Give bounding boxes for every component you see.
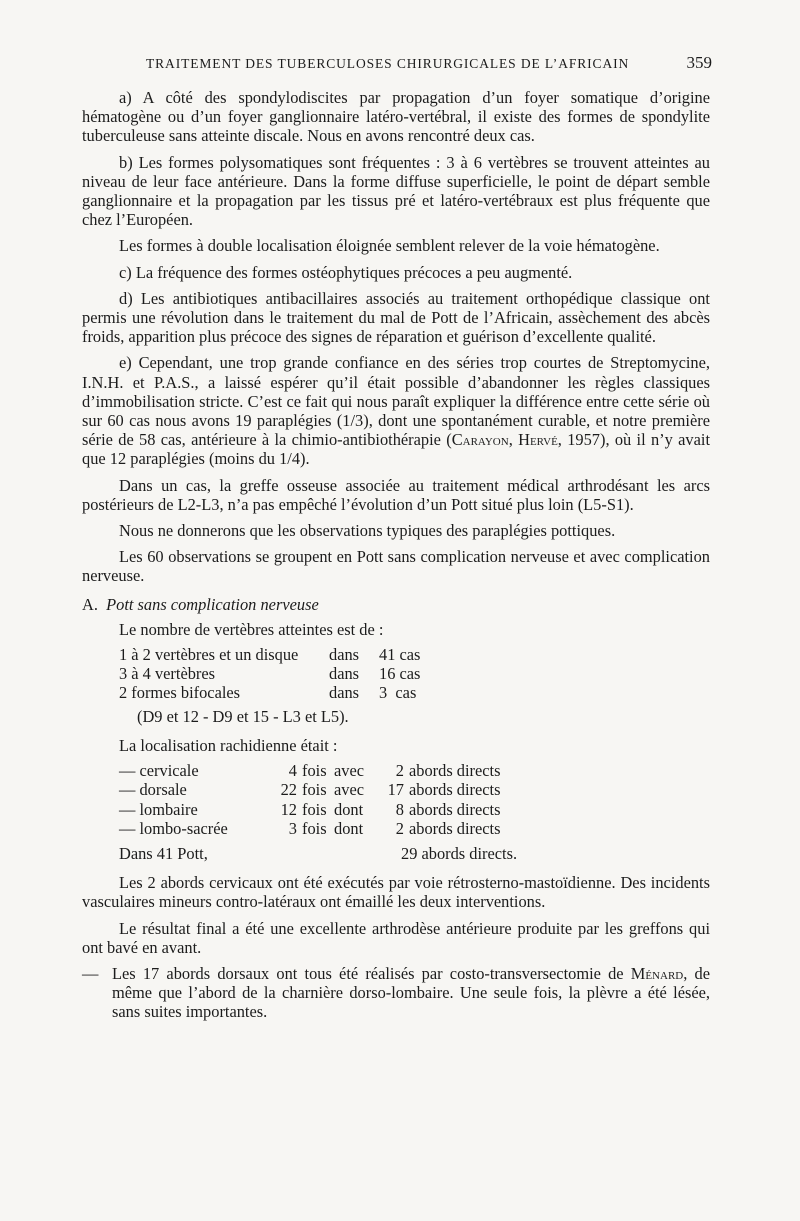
- count-unit: cas: [395, 683, 417, 703]
- paragraph-b2: Les formes à double localisation éloignée semblent relever de la voie hématogène.: [119, 236, 660, 256]
- result-paragraph: Le résultat final a été une excellente arthrodèse antérieure produite par les greffons qui ont bavé en avant.: [82, 918, 710, 957]
- loc-count: 4: [288, 761, 297, 781]
- loc-count: 22: [280, 780, 297, 800]
- loc-count: 3: [288, 818, 297, 838]
- section-a-heading: [82, 595, 710, 614]
- count-unit: cas: [399, 664, 421, 684]
- vertebrae-intro: Le nombre de vertèbres atteintes est de :: [119, 619, 384, 639]
- loc-region: — lombo-sacrée: [119, 818, 228, 838]
- table-row: [119, 645, 439, 664]
- count-value: 16: [379, 664, 396, 684]
- count-value: 41: [379, 645, 396, 665]
- dorsal-text-1: Les 17 abords dorsaux ont tous été réalisés par costo-transversectomie de: [112, 963, 631, 983]
- table-row: [119, 780, 501, 799]
- paragraph-a: a) A côté des spondylodiscites par propagation d’un foyer somatique d’origine hématogène ou d’un foyer ganglionnaire latéro-vertébral, il existe des formes de spondylite tuberculeuse sans atteinte discale. Nous en avons rencontré deux cas.: [82, 88, 710, 146]
- paragraph-e: [82, 353, 710, 468]
- paragraph-c: c) La fréquence des formes ostéophytiques précoces a peu augmenté.: [119, 262, 573, 282]
- paragraph-h: Les 60 observations se groupent en Pott sans complication nerveuse et avec complication nerveuse.: [82, 547, 710, 586]
- loc-region: — cervicale: [119, 761, 199, 781]
- localisation-intro: La localisation rachidienne était :: [119, 735, 338, 755]
- table-row: [119, 683, 439, 702]
- table-row: [119, 761, 501, 780]
- loc-direct-count: 2: [395, 761, 404, 781]
- page-header: [146, 53, 712, 73]
- bifocal-note: (D9 et 12 - D9 et 15 - L3 et L5).: [137, 706, 349, 726]
- loc-direct-count: 17: [387, 780, 404, 800]
- count-unit: cas: [399, 645, 421, 665]
- total-left: Dans 41 Pott,: [119, 843, 208, 863]
- section-a-letter: A.: [82, 594, 98, 614]
- page-body: [82, 88, 710, 1029]
- count-dans: dans: [329, 664, 360, 684]
- section-a-title: Pott sans complication nerveuse: [106, 594, 319, 614]
- paragraph-f: Dans un cas, la greffe osseuse associée au traitement médical arthrodésant les arcs postérieurs de L2-L3, n’a pas empêché l’évolution d’un Pott situé plus loin (L5-S1).: [82, 475, 710, 514]
- author-separator: ,: [508, 430, 519, 450]
- loc-region: — lombaire: [119, 799, 198, 819]
- running-title: TRAITEMENT DES TUBERCULOSES CHIRURGICALES DE L’AFRICAIN: [146, 56, 630, 71]
- author-carayon: Carayon: [451, 430, 509, 450]
- paragraph-e-part2: , 1957), où il n’y avait que 12 paraplégies (moins du 1/4).: [82, 430, 710, 469]
- loc-label: abords directs: [409, 818, 501, 838]
- loc-label: abords directs: [409, 761, 501, 781]
- dorsal-paragraph: [82, 964, 710, 1022]
- localisation-total: [119, 844, 710, 863]
- author-menard: Ménard: [630, 963, 684, 983]
- loc-fois: fois: [302, 818, 327, 838]
- count-value: 3: [379, 683, 388, 703]
- count-label: 1 à 2 vertèbres et un disque: [119, 645, 299, 665]
- loc-direct-count: 8: [395, 799, 404, 819]
- count-dans: dans: [329, 683, 360, 703]
- localisation-table: [119, 761, 501, 838]
- loc-relation: dont: [334, 799, 364, 819]
- loc-label: abords directs: [409, 799, 501, 819]
- count-label: 2 formes bifocales: [119, 683, 241, 703]
- loc-relation: avec: [334, 780, 365, 800]
- loc-label: abords directs: [409, 780, 501, 800]
- loc-count: 12: [280, 799, 297, 819]
- paragraph-b: b) Les formes polysomatiques sont fréquentes : 3 à 6 vertèbres se trouvent atteintes au niveau de leur face antérieure. Dans la forme diffuse superficielle, le point de départ semble ganglionnaire et la propagation par les tissus pré et latéro-vertébraux est plus fréquente que chez l’Européen.: [82, 152, 710, 230]
- count-dans: dans: [329, 645, 360, 665]
- total-right: 29 abords directs.: [401, 843, 518, 863]
- count-label: 3 à 4 vertèbres: [119, 664, 216, 684]
- author-herve: Hervé: [518, 430, 558, 450]
- paragraph-e-part1: e) Cependant, une trop grande confiance en des séries trop courtes de Streptomycine, I.N.H. et P.A.S., a laissé espérer qu’il était possible d’abandonner les règles classiques d’immobilisation stricte. C’est ce fait qui nous paraît expliquer la différence entre cette série où sur 60 cas nous avons 19 paraplégies (1/3), dont une spontanément curable, et notre première série de 58 cas, antérieure à la chimio-antibiothérapie (: [82, 353, 710, 450]
- loc-relation: avec: [334, 761, 365, 781]
- cervical-paragraph: Les 2 abords cervicaux ont été exécutés par voie rétrosterno-mastoïdienne. Des incidents vasculaires mineurs contro-latéraux ont émaillé les deux interventions.: [82, 873, 710, 912]
- loc-fois: fois: [302, 780, 327, 800]
- loc-region: — dorsale: [119, 780, 187, 800]
- table-row: [119, 664, 439, 683]
- table-row: [119, 819, 501, 838]
- paragraph-d: d) Les antibiotiques antibacillaires associés au traitement orthopédique classique ont permis une révolution dans le traitement du mal de Pott de l’Africain, assèchement des abcès froids, apparition plus précoce des signes de réparation et guérison d’excellente qualité.: [82, 288, 710, 347]
- loc-relation: dont: [334, 818, 364, 838]
- dorsal-dash: —: [82, 963, 99, 983]
- loc-direct-count: 2: [395, 818, 404, 838]
- dorsal-text-2: , de même que l’abord de la charnière dorso-lombaire. Une seule fois, la plèvre a été lésée, sans suites importantes.: [112, 963, 710, 1022]
- loc-fois: fois: [302, 761, 327, 781]
- loc-fois: fois: [302, 799, 327, 819]
- page-number: 359: [686, 53, 712, 72]
- paragraph-g: Nous ne donnerons que les observations typiques des paraplégies pottiques.: [119, 521, 616, 541]
- vertebrae-count-table: [119, 645, 439, 703]
- table-row: [119, 800, 501, 819]
